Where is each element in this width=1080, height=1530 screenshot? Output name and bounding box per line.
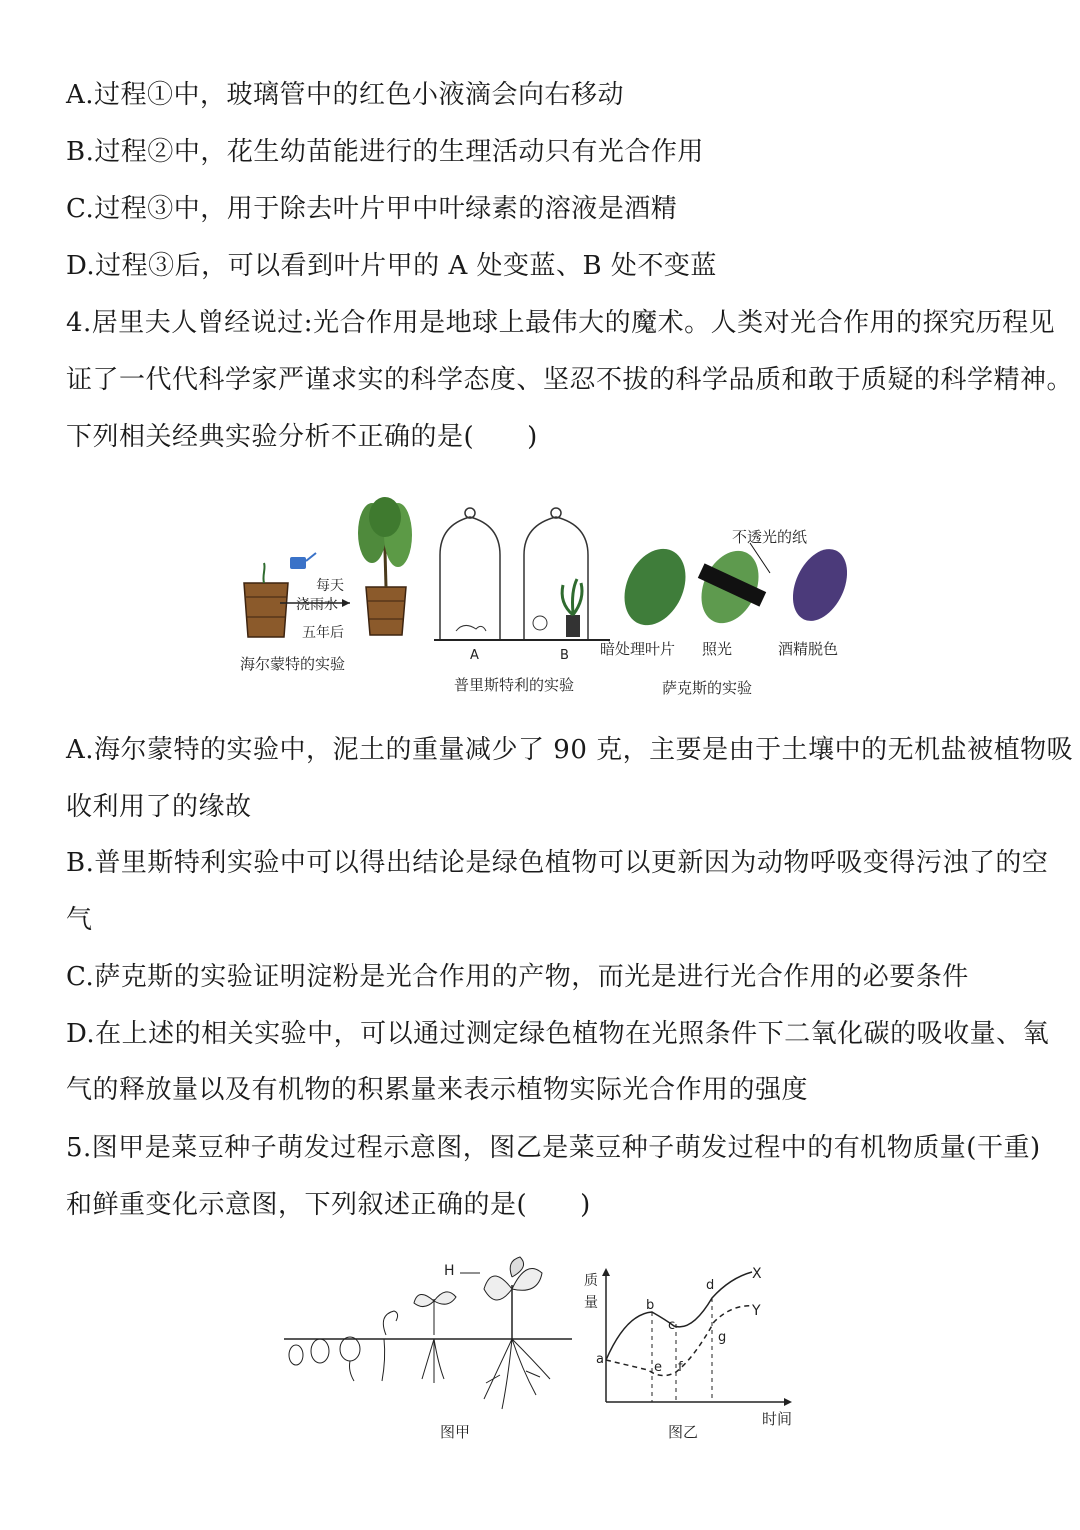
q4-stem-line-2: 证了一代代科学家严谨求实的科学态度、坚忍不拔的科学品质和敢于质疑的科学精神。 [66, 365, 1074, 395]
point-e-label: e [654, 1360, 662, 1375]
point-d-label: d [706, 1278, 715, 1293]
point-f-label: f [678, 1360, 683, 1375]
leaf-dark-treated [613, 539, 698, 635]
q4-stem-line-3: 下列相关经典实验分析不正确的是( ) [66, 422, 538, 452]
curve-x-label: X [752, 1266, 762, 1282]
mass-change-graph [592, 1262, 802, 1417]
q4-option-b-line-1: B.普里斯特利实验中可以得出结论是绿色植物可以更新因为动物呼吸变得污浊了的空 [66, 848, 1049, 878]
q4-option-d-line-1: D.在上述的相关实验中，可以通过测定绿色植物在光照条件下二氧化碳的吸收量、氧 [66, 1019, 1050, 1049]
q4-option-c: C.萨克斯的实验证明淀粉是光合作用的产物，而光是进行光合作用的必要条件 [66, 962, 969, 992]
germination-h-label: H [444, 1263, 455, 1279]
opaque-paper-label: 不透光的纸 [732, 528, 808, 546]
leaf-alcohol-decolorized [782, 540, 858, 629]
q3-option-a: A.过程①中，玻璃管中的红色小液滴会向右移动 [66, 80, 625, 110]
q3-option-c: C.过程③中，用于除去叶片甲中叶绿素的溶液是酒精 [66, 194, 678, 224]
helmont-water-label-2: 浇雨水 [296, 597, 338, 613]
q4-option-b-line-2: 气 [66, 905, 93, 935]
graph-x-axis-label: 时间 [762, 1410, 793, 1428]
point-a-label: a [596, 1352, 604, 1367]
figure-yi-caption: 图乙 [668, 1423, 699, 1441]
sachs-caption: 萨克斯的实验 [662, 679, 753, 697]
sachs-step-alcohol: 酒精脱色 [778, 640, 839, 658]
q4-option-a-line-1: A.海尔蒙特的实验中，泥土的重量减少了 90 克，主要是由于土壤中的无机盐被植物吸 [66, 735, 1074, 765]
q5-stem-line-2: 和鲜重变化示意图，下列叙述正确的是( ) [66, 1190, 591, 1220]
point-c-label: c [668, 1318, 676, 1333]
helmont-caption: 海尔蒙特的实验 [240, 655, 346, 673]
sachs-step-dark: 暗处理叶片 [600, 640, 676, 658]
helmont-pot-small [244, 563, 288, 637]
q3-option-b: B.过程②中，花生幼苗能进行的生理活动只有光合作用 [66, 137, 704, 167]
sachs-step-light: 照光 [702, 640, 733, 658]
priestley-caption: 普里斯特利的实验 [454, 676, 575, 694]
helmont-tree [358, 497, 412, 635]
point-g-label: g [718, 1330, 727, 1345]
leaf-with-opaque-paper [690, 542, 770, 633]
helmont-water-label-1: 每天 [316, 578, 344, 594]
q4-option-d-line-2: 气的释放量以及有机物的积累量来表示植物实际光合作用的强度 [66, 1075, 809, 1105]
q4-option-a-line-2: 收利用了的缘故 [66, 792, 252, 822]
q5-stem-line-1: 5.图甲是菜豆种子萌发过程示意图，图乙是菜豆种子萌发过程中的有机物质量(干重) [66, 1133, 1041, 1163]
curve-y-label: Y [752, 1303, 761, 1319]
point-b-label: b [646, 1298, 655, 1313]
bell-jar-b-label: B [560, 648, 569, 663]
bell-jar-a [440, 508, 500, 639]
q3-option-d: D.过程③后，可以看到叶片甲的 A 处变蓝、B 处不变蓝 [66, 251, 717, 281]
q4-stem-line-1: 4.居里夫人曾经说过:光合作用是地球上最伟大的魔术。人类对光合作用的探究历程见 [66, 308, 1056, 338]
bell-jar-b [524, 508, 588, 639]
graph-y-axis-label-2: 量 [584, 1295, 598, 1311]
helmont-years-label: 五年后 [302, 625, 344, 641]
figure-jia-caption: 图甲 [440, 1423, 471, 1441]
bean-germination-figure [280, 1255, 580, 1425]
bell-jar-a-label: A [470, 648, 479, 663]
graph-y-axis-label-1: 质 [584, 1273, 598, 1289]
